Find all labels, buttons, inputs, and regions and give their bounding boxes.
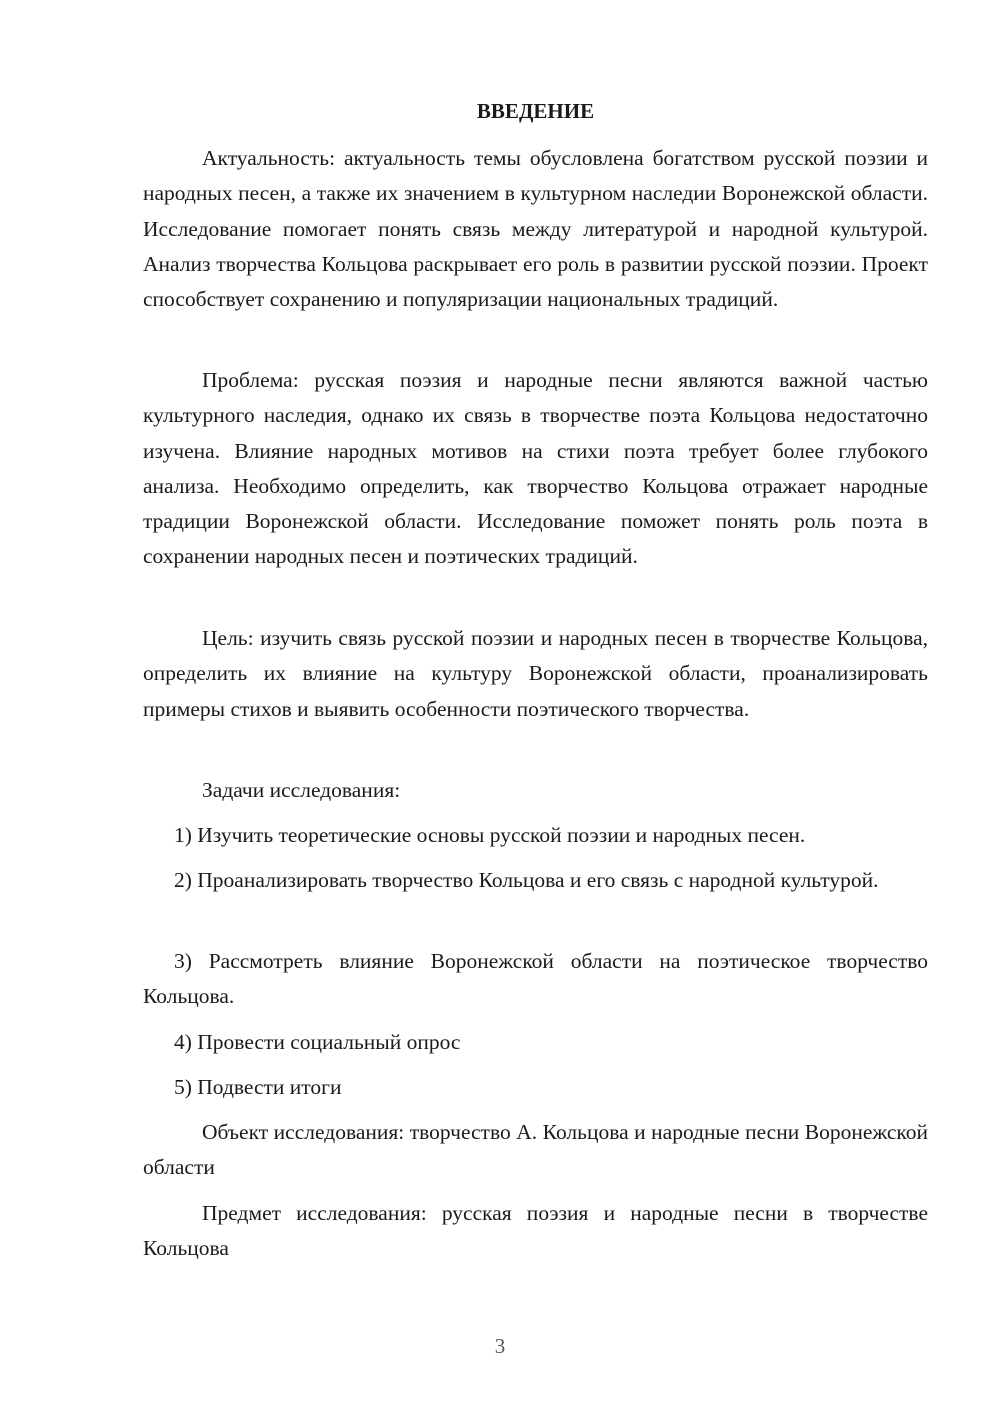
task-item: 1) Изучить теоретические основы русской поэзии и народных песен. (174, 823, 806, 847)
task-item: 5) Подвести итоги (174, 1075, 342, 1099)
task-item: 3) Рассмотреть влияние Воронежской области на поэтическое творчество Кольцова. (143, 949, 928, 1009)
subject-paragraph: Предмет исследования: русская поэзия и народные песни в творчестве Кольцова (143, 1201, 928, 1261)
task-item: 4) Провести социальный опрос (174, 1030, 461, 1054)
relevance-paragraph: Актуальность: актуальность темы обусловлена богатством русской поэзии и народных песен, а также их значением в культурном наследии Воронежской области. Исследование помогает понять связь между литературой и народной культурой. Анализ творчества Кольцова раскрывает его роль в развитии русской поэзии. Проект способствует сохранению и популяризации национальных традиций. (143, 146, 928, 312)
page-number: 3 (494, 1334, 506, 1358)
section-title: ВВЕДЕНИЕ (476, 99, 595, 123)
task-item: 2) Проанализировать творчество Кольцова и его связь с народной культурой. (174, 868, 879, 892)
problem-paragraph: Проблема: русская поэзия и народные песни являются важной частью культурного наследия, однако их связь в творчестве поэта Кольцова недостаточно изучена. Влияние народных мотивов на стихи поэта требует более глубокого анализа. Необходимо определить, как творчество Кольцова отражает народные традиции Воронежской области. Исследование поможет понять роль поэта в сохранении народных песен и поэтических традиций. (143, 368, 928, 569)
goal-paragraph: Цель: изучить связь русской поэзии и народных песен в творчестве Кольцова, определить их влияние на культуру Воронежской области, проанализировать примеры стихов и выявить особенности поэтического творчества. (143, 626, 928, 721)
tasks-heading: Задачи исследования: (202, 778, 401, 802)
object-paragraph: Объект исследования: творчество А. Кольцова и народные песни Воронежской области (143, 1120, 928, 1180)
document-page (143, 0, 928, 1414)
